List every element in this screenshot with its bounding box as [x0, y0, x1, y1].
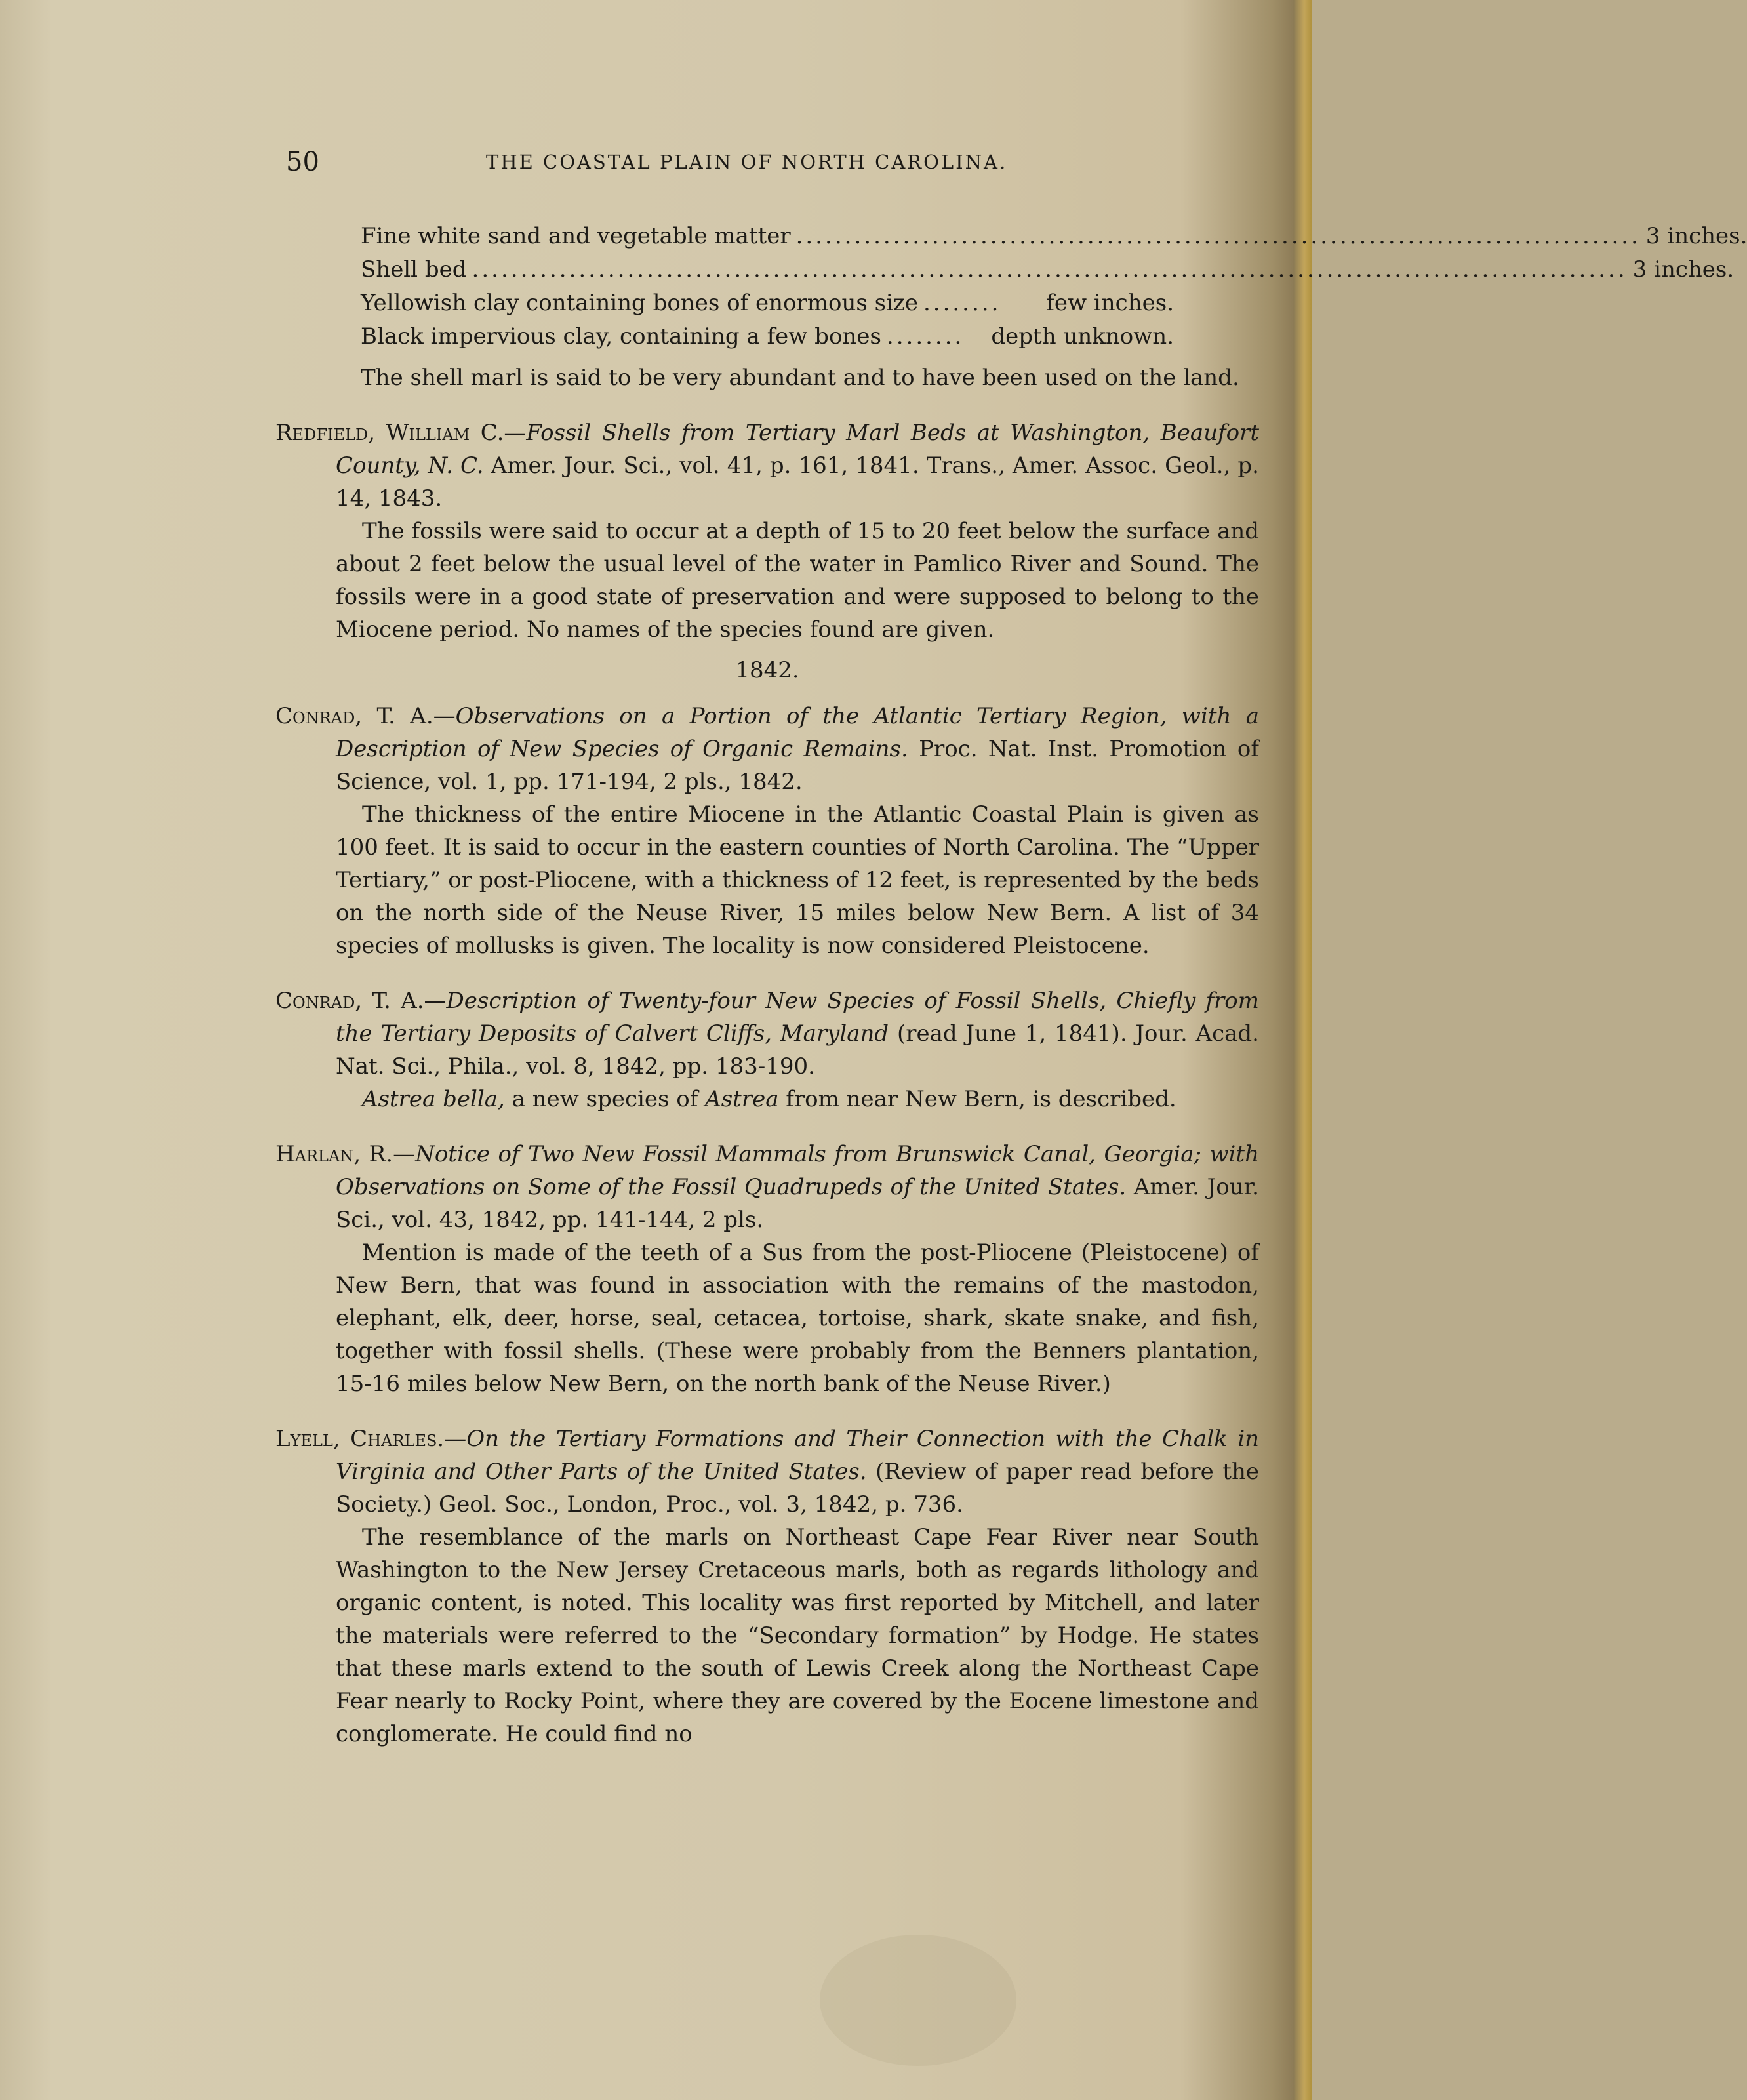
entry-source: Proc. Nat. Inst. Promotion of Science, vol. 1, pp. 171-194, 2 pls., 1842.: [336, 736, 1259, 795]
section-row: Shell bed ....................................................................................................................... 3 inches.: [361, 256, 1735, 283]
page-number: 50: [286, 147, 319, 177]
section-row: Fine white sand and vegetable matter ....................................................................................... 3 inches.: [361, 223, 1747, 249]
intro-paragraph: The shell marl is said to be very abundant and to have been used on the land.: [361, 365, 1239, 391]
entry-source: Amer. Jour. Sci., vol. 43, 1842, pp. 141-144, 2 pls.: [336, 1174, 1259, 1233]
bibliography-entry: [275, 1138, 1259, 1400]
citation: Harlan, R.—Notice of Two New Fossil Mammals from Brunswick Canal, Georgia; with Observations on Some of the Fossil Quadrupeds of the United States. Amer. Jour. Sci., vol. 43, 1842, pp. 141-144, 2 pls.: [275, 1141, 1259, 1233]
entry-body: Mention is made of the teeth of a Sus from the post-Pliocene (Pleistocene) of New Bern, that was found in association with the remains of the mastodon, elephant, elk, deer, horse, seal, cetacea, tortoise, shark, skate snake, and fish, together with fossil shells. (These were probably from the Benners plantation, 15-16 miles below New Bern, on the north bank of the Neuse River.): [336, 1240, 1259, 1397]
citation: Conrad, T. A.—Description of Twenty-four New Species of Fossil Shells, Chiefly from the Tertiary Deposits of Calvert Cliffs, Maryland (read June 1, 1841). Jour. Acad. Nat. Sci., Phila., vol. 8, 1842, pp. 183-190.: [275, 988, 1259, 1080]
section-row: Black impervious clay, containing a few bones ........ depth unknown.: [361, 323, 1174, 350]
bibliography-entry: [275, 416, 1259, 646]
citation: Lyell, Charles.—On the Tertiary Formations and Their Connection with the Chalk in Virginia and Other Parts of the United States. (Review of paper read before the Society.) Geol. Soc., London, Proc., vol. 3, 1842, p. 736.: [275, 1426, 1259, 1518]
entry-title: Notice of Two New Fossil Mammals from Brunswick Canal, Georgia; with Observations on Some of the Fossil Quadrupeds of the United States.: [336, 1141, 1259, 1200]
bibliography-entry: [275, 984, 1259, 1116]
entry-title: On the Tertiary Formations and Their Connection with the Chalk in Virginia and Other Parts of the United States.: [336, 1426, 1259, 1485]
bibliography-entry: [275, 1423, 1259, 1750]
entry-body: Astrea bella, a new species of Astrea from near New Bern, is described.: [362, 1086, 1176, 1112]
citation: Conrad, T. A.—Observations on a Portion of the Atlantic Tertiary Region, with a Description of New Species of Organic Remains. Proc. Nat. Inst. Promotion of Science, vol. 1, pp. 171-194, 2 pls., 1842.: [275, 703, 1259, 795]
running-head: THE COASTAL PLAIN OF NORTH CAROLINA.: [486, 151, 1008, 173]
citation: Redfield, William C.—Fossil Shells from Tertiary Marl Beds at Washington, Beaufort County, N. C. Amer. Jour. Sci., vol. 41, p. 161, 1841. Trans., Amer. Assoc. Geol., p. 14, 1843.: [275, 420, 1259, 512]
entry-source: Amer. Jour. Sci., vol. 41, p. 161, 1841. Trans., Amer. Assoc. Geol., p. 14, 1843.: [336, 453, 1259, 512]
section-table: [361, 220, 1747, 353]
entry-title: Description of Twenty-four New Species of Fossil Shells, Chiefly from the Tertiary Deposits of Calvert Cliffs, Maryland: [336, 988, 1259, 1047]
entry-title: Fossil Shells from Tertiary Marl Beds at Washington, Beaufort County, N. C.: [336, 420, 1259, 479]
page-content: [275, 220, 1747, 1750]
entry-body: The fossils were said to occur at a depth of 15 to 20 feet below the surface and about 2 feet below the usual level of the water in Pamlico River and Sound. The fossils were in a good state of preservation and were supposed to belong to the Miocene period. No names of the species found are given.: [336, 518, 1259, 643]
bibliography-entry: [275, 700, 1259, 962]
paper-stain: [820, 1935, 1016, 2066]
entry-source: (Review of paper read before the Society.) Geol. Soc., London, Proc., vol. 3, 1842, p. 736.: [336, 1459, 1259, 1518]
year-heading: 1842.: [735, 657, 799, 683]
entry-author: Lyell, Charles.: [275, 1426, 445, 1452]
entry-author: Harlan, R.: [275, 1141, 393, 1167]
entry-author: Redfield, William C.: [275, 420, 504, 446]
page-edge: [1293, 0, 1312, 2100]
section-row: Yellowish clay containing bones of enormous size ........ few inches.: [361, 290, 1174, 316]
entry-title: Observations on a Portion of the Atlantic Tertiary Region, with a Description of New Species of Organic Remains.: [336, 703, 1259, 762]
entry-body: The thickness of the entire Miocene in the Atlantic Coastal Plain is given as 100 feet. It is said to occur in the eastern counties of North Carolina. The “Upper Tertiary,” or post-Pliocene, with a thickness of 12 feet, is represented by the beds on the north side of the Neuse River, 15 miles below New Bern. A list of 34 species of mollusks is given. The locality is now considered Pleistocene.: [336, 801, 1260, 959]
entry-author: Conrad, T. A.: [275, 703, 433, 729]
entry-body: The resemblance of the marls on Northeast Cape Fear River near South Washington to the New Jersey Cretaceous marls, both as regards lithology and organic content, is noted. This locality was first reported by Mitchell, and later the materials were referred to the “Secondary formation” by Hodge. He states that these marls extend to the south of Lewis Creek along the Northeast Cape Fear nearly to Rocky Point, where they are covered by the Eocene limestone and conglomerate. He could find no: [336, 1524, 1259, 1747]
page-header: [286, 147, 1256, 186]
entry-source: (read June 1, 1841). Jour. Acad. Nat. Sci., Phila., vol. 8, 1842, pp. 183-190.: [336, 1020, 1259, 1080]
entry-author: Conrad, T. A.: [275, 988, 424, 1014]
